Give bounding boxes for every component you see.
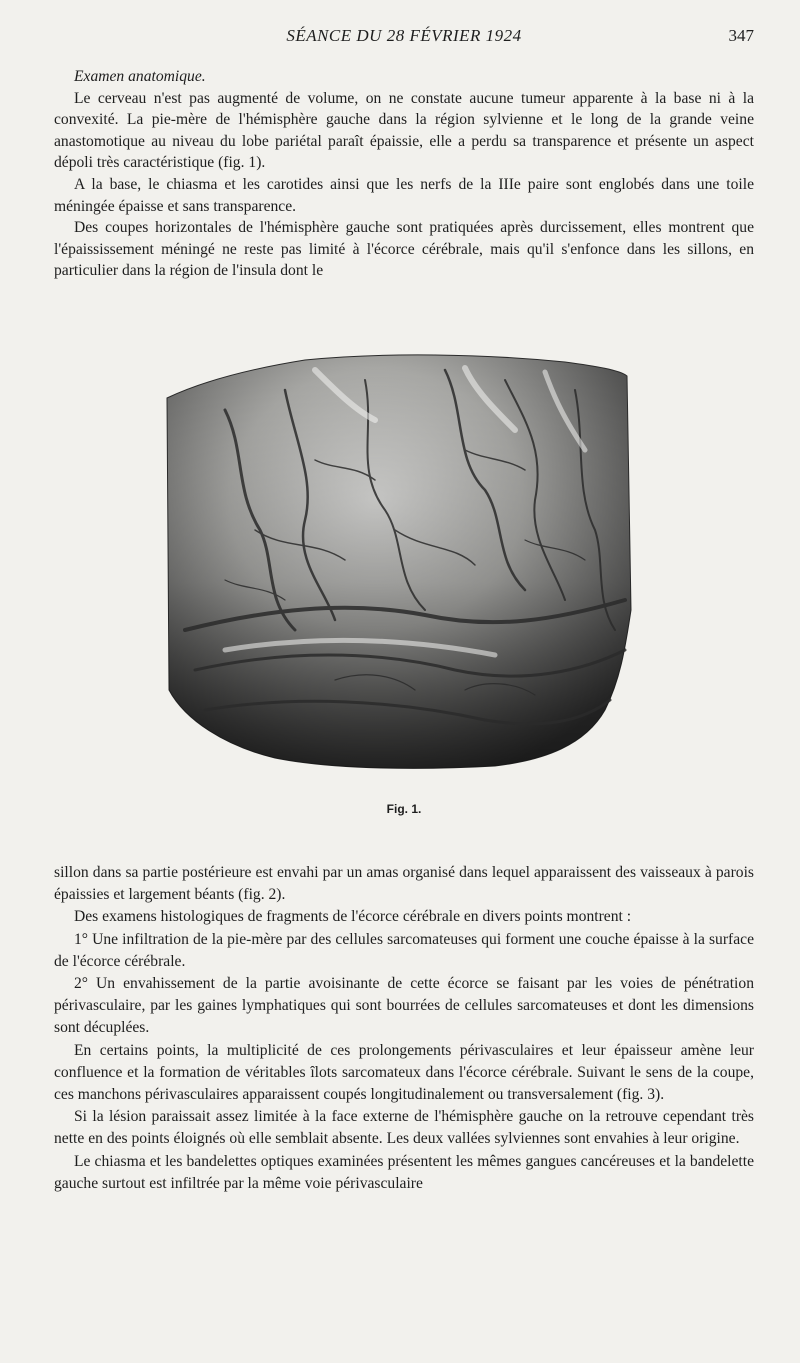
brain-photograph: [165, 350, 633, 770]
running-title: SÉANCE DU 28 FÉVRIER 1924: [286, 26, 522, 45]
paragraph: Le cerveau n'est pas augmenté de volume, on ne constate aucune tumeur apparente à la base ni à la convexité. La pie-mère de l'hémisphère gauche dans la région sylvienne et le long de la grande veine anastomotique au niveau du lobe pariétal paraît épaissie, elle a perdu sa transparence et présente un aspect dépoli très caractéristique (fig. 1).: [54, 89, 754, 172]
paragraph: Des coupes horizontales de l'hémisphère gauche sont pratiquées après durcissement, elles montrent que l'épaississement méningé ne reste pas limité à l'écorce cérébrale, mais qu'il s'enfonce dans les sillons, en particulier dans la région de l'insula dont le: [54, 219, 754, 280]
bottom-text-block: [54, 862, 754, 1195]
section-heading: Examen anatomique.: [74, 68, 206, 85]
paragraph: En certains points, la multiplicité de ces prolongements périvasculaires et leur épaisseur amène leur confluence et la formation de véritables îlots sarcomateux dans l'écorce cérébrale. Suivant le sens de la coupe, ces manchons périvasculaires apparaissent coupés longitudinalement ou transversalement (fig. 3).: [54, 1041, 754, 1104]
paragraph: Si la lésion paraissait assez limitée à la face externe de l'hémisphère gauche on la retrouve cependant très nette en des points éloignés où elle semblait absente. Les deux vallées sylviennes sont envahies à leur origine.: [54, 1108, 754, 1148]
page-number: 347: [728, 26, 754, 45]
paragraph: 2° Un envahissement de la partie avoisinante de cette écorce se faisant par les voies de pénétration périvasculaire, par les gaines lymphatiques qui sont bourrées de cellules sarcomateuses et dont les dimensions sont décuplées.: [54, 975, 754, 1037]
top-text-block: [54, 66, 754, 282]
figure-caption: Fig. 1.: [386, 802, 422, 816]
paragraph: Le chiasma et les bandelettes optiques examinées présentent les mêmes gangues cancéreuses et la bandelette gauche surtout est infiltrée par la même voie périvasculaire: [54, 1152, 754, 1192]
paragraph: A la base, le chiasma et les carotides ainsi que les nerfs de la IIIe paire sont englobés dans une toile méningée épaisse et sans transparence.: [54, 175, 754, 215]
paragraph: Des examens histologiques de fragments de l'écorce cérébrale en divers points montrent :: [74, 908, 632, 926]
paragraph: sillon dans sa partie postérieure est envahi par un amas organisé dans lequel apparaissent des vaisseaux à parois épaissies et largement béants (fig. 2).: [54, 864, 754, 904]
page-header: [54, 26, 754, 50]
paragraph: 1° Une infiltration de la pie-mère par des cellules sarcomateuses qui forment une couche épaisse à la surface de l'écorce cérébrale.: [54, 930, 754, 970]
